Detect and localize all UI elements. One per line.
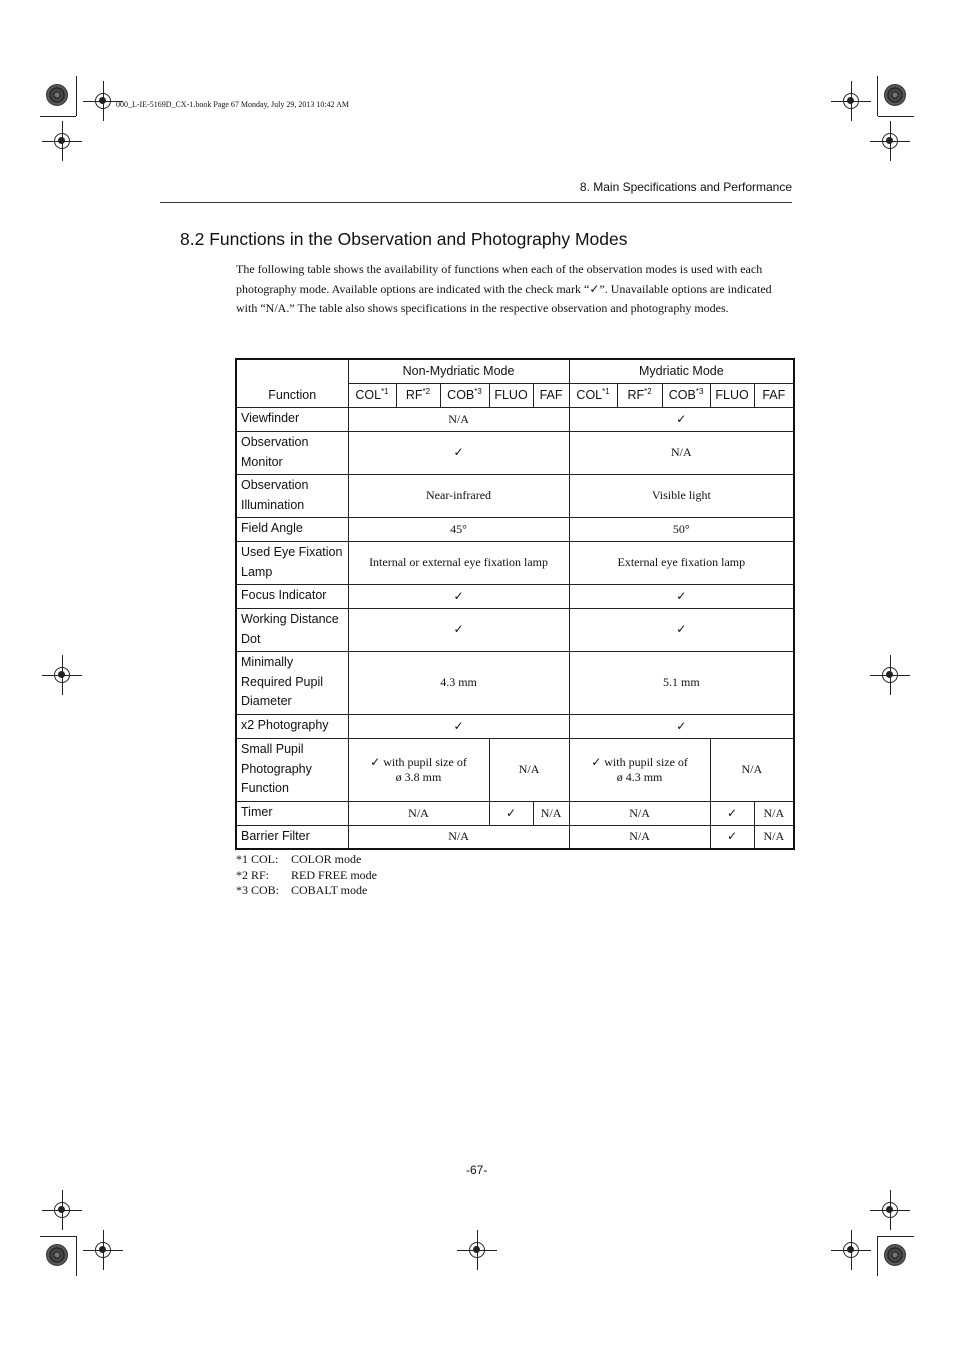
crop-line — [76, 1236, 77, 1276]
cob-header: COB$^{*3}$ — [440, 383, 489, 407]
table-row — [236, 651, 794, 714]
rf-header: RF$^{*2}$ — [617, 383, 662, 407]
check-icon: ✓ — [348, 608, 569, 651]
registration-disc-icon — [46, 1244, 68, 1266]
value-cell: Visible light — [569, 474, 794, 517]
check-icon: ✓ — [569, 584, 794, 608]
registration-mark-icon — [457, 1230, 497, 1270]
check-icon: ✓ — [710, 825, 754, 849]
row-label: Small Pupil Photography Function — [236, 738, 348, 801]
small-pupil-myd-cell: ✓ with pupil size of ø 4.3 mm — [569, 738, 710, 801]
section-title: 8.2 Functions in the Observation and Photography Modes — [180, 229, 628, 249]
check-icon: ✓ — [569, 608, 794, 651]
check-icon: ✓ — [489, 801, 533, 825]
na-cell: N/A — [348, 825, 569, 849]
fluo-header: FLUO — [710, 383, 754, 407]
row-label: Observation Illumination — [236, 474, 348, 517]
na-cell: N/A — [569, 431, 794, 474]
value-cell: External eye fixation lamp — [569, 541, 794, 584]
table-row — [236, 801, 794, 825]
row-label: Barrier Filter — [236, 825, 348, 849]
table-row — [236, 407, 794, 431]
row-label: x2 Photography — [236, 714, 348, 738]
registration-mark-icon — [870, 1190, 910, 1230]
registration-mark-icon — [42, 1190, 82, 1230]
row-label: Timer — [236, 801, 348, 825]
footnote: *3 COB: COBALT mode — [236, 883, 368, 897]
footnote: *2 RF: RED FREE mode — [236, 867, 377, 882]
functions-table — [235, 358, 795, 850]
registration-mark-icon — [831, 81, 871, 121]
table-row — [236, 714, 794, 738]
table-row — [236, 517, 794, 541]
table-row — [236, 608, 794, 651]
registration-mark-icon — [42, 655, 82, 695]
na-cell: N/A — [489, 738, 569, 801]
table-row — [236, 474, 794, 517]
row-label: Minimally Required Pupil Diameter — [236, 651, 348, 714]
check-icon: ✓ — [569, 714, 794, 738]
row-label: Viewfinder — [236, 407, 348, 431]
registration-disc-icon — [46, 84, 68, 106]
running-header: 8. Main Specifications and Performance — [579, 180, 792, 194]
function-header: Function — [236, 359, 348, 407]
crop-line — [877, 1236, 878, 1276]
table-row — [236, 825, 794, 849]
col-header: COL$^{*1}$ — [348, 383, 396, 407]
cob-header: COB$^{*3}$ — [662, 383, 710, 407]
fluo-header: FLUO — [489, 383, 533, 407]
faf-header: FAF — [533, 383, 569, 407]
row-label: Observation Monitor — [236, 431, 348, 474]
header-rule — [160, 202, 792, 203]
na-cell: N/A — [569, 801, 710, 825]
crop-line — [878, 116, 914, 117]
registration-disc-icon — [884, 1244, 906, 1266]
crop-line — [40, 1236, 76, 1237]
crop-line — [76, 76, 77, 116]
check-icon: ✓ — [348, 714, 569, 738]
na-cell: N/A — [348, 801, 489, 825]
na-cell: N/A — [754, 825, 794, 849]
value-cell: Near-infrared — [348, 474, 569, 517]
page-number: -67- — [466, 1163, 488, 1177]
check-icon: ✓ — [591, 754, 602, 769]
value-cell: 4.3 mm — [348, 651, 569, 714]
crop-line — [40, 116, 76, 117]
col-header: COL$^{*1}$ — [569, 383, 617, 407]
print-slug: 000_L-IE-5169D_CX-1.book Page 67 Monday, July 29, 2013 10:42 AM — [116, 100, 350, 109]
check-icon: ✓ — [710, 801, 754, 825]
row-label: Used Eye Fixation Lamp — [236, 541, 348, 584]
registration-disc-icon — [884, 84, 906, 106]
row-label: Focus Indicator — [236, 584, 348, 608]
value-cell: 50° — [569, 517, 794, 541]
registration-mark-icon — [831, 1230, 871, 1270]
small-pupil-non-cell: ✓ with pupil size of ø 3.8 mm — [348, 738, 489, 801]
table-row — [236, 431, 794, 474]
na-cell: N/A — [348, 407, 569, 431]
table-row — [236, 541, 794, 584]
faf-header: FAF — [754, 383, 794, 407]
na-cell: N/A — [710, 738, 794, 801]
value-cell: Internal or external eye fixation lamp — [348, 541, 569, 584]
check-icon: ✓ — [569, 407, 794, 431]
registration-mark-icon — [83, 1230, 123, 1270]
non-mydriatic-header: Non-Mydriatic Mode — [348, 359, 569, 383]
registration-mark-icon — [870, 121, 910, 161]
registration-mark-icon — [870, 655, 910, 695]
crop-line — [877, 76, 878, 116]
table-row — [236, 738, 794, 801]
registration-mark-icon — [42, 121, 82, 161]
crop-line — [878, 1236, 914, 1237]
na-cell: N/A — [569, 825, 710, 849]
row-label: Working Distance Dot — [236, 608, 348, 651]
check-icon: ✓ — [348, 431, 569, 474]
intro-paragraph: The following table shows the availability of functions when each of the observation modes is used with each photography mode. Available options are indicated with the check mark “✓”. Unavailable options are indicated with “N/A.” The table also shows specifications in the respective observation and photography modes. — [236, 262, 772, 315]
check-icon: ✓ — [370, 754, 381, 769]
mydriatic-header: Mydriatic Mode — [569, 359, 794, 383]
footnotes — [236, 852, 377, 899]
rf-header: RF$^{*2}$ — [396, 383, 440, 407]
na-cell: N/A — [754, 801, 794, 825]
value-cell: 5.1 mm — [569, 651, 794, 714]
table-row — [236, 584, 794, 608]
footnote: *1 COL: COLOR mode — [236, 852, 362, 866]
value-cell: 45° — [348, 517, 569, 541]
check-icon: ✓ — [348, 584, 569, 608]
row-label: Field Angle — [236, 517, 348, 541]
na-cell: N/A — [533, 801, 569, 825]
